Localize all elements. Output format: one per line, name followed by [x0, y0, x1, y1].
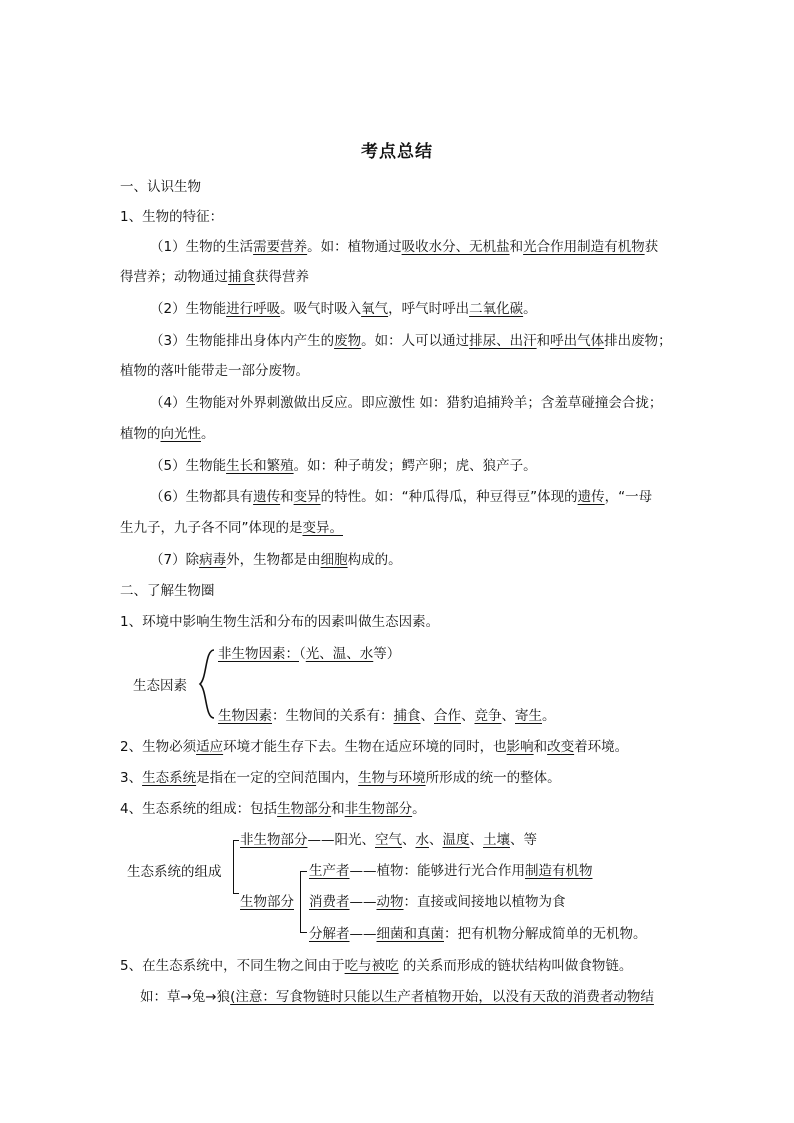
composition-label: 生态系统的组成	[127, 864, 222, 880]
paragraph-3-line-1: （3）生物能排出身体内产生的废物。如：人可以通过排尿、出汗和呼出气体排出废物；	[150, 333, 672, 349]
paragraph-1-line-2: 得营养；动物通过捕食获得营养	[120, 269, 309, 285]
decomposer-line: 分解者——细菌和真菌：把有机物分解成简单的无机物。	[309, 926, 647, 942]
bracket-biotic-vertical	[300, 871, 301, 933]
bracket-main-top	[233, 840, 239, 841]
bracket-main-vertical	[233, 840, 234, 894]
item-4: 4、生态系统的组成：包括生物部分和非生物部分。	[120, 801, 426, 817]
producer-line: 生产者——植物：能够进行光合作用制造有机物	[309, 863, 593, 879]
page-title: 考点总结	[361, 142, 433, 162]
biotic-part-label: 生物部分	[240, 894, 294, 910]
brace-icon	[196, 648, 218, 720]
consumer-line: 消费者——动物：直接或间接地以植物为食	[309, 894, 566, 910]
item-3: 3、生态系统是指在一定的空间范围内，生物与环境所形成的统一的整体。	[120, 770, 561, 786]
paragraph-2: （2）生物能进行呼吸。吸气时吸入氧气，呼气时呼出二氧化碳。	[150, 301, 537, 317]
paragraph-3-line-2: 植物的落叶能带走一部分废物。	[120, 363, 309, 379]
bracket-biotic-top	[300, 871, 307, 872]
food-chain-example: 如：草→兔→狼(注意：写食物链时只能以生产者植物开始，以没有天敌的消费者动物结	[140, 989, 654, 1005]
paragraph-1-line-1: （1）生物的生活需要营养。如：植物通过吸收水分、无机盐和光合作用制造有机物获	[150, 239, 659, 255]
paragraph-4-line-2: 植物的向光性。	[120, 426, 215, 442]
item-2: 2、生物必须适应环境才能生存下去。生物在适应环境的同时，也影响和改变着环境。	[120, 739, 629, 755]
biotic-factors-line: 生物因素：生物间的关系有：捕食、合作、竞争、寄生。	[218, 708, 556, 724]
item-1: 1、环境中影响生物生活和分布的因素叫做生态因素。	[120, 614, 440, 630]
bracket-main-bottom	[233, 893, 239, 894]
factors-label: 生态因素	[133, 678, 187, 694]
paragraph-7: （7）除病毒外，生物都是由细胞构成的。	[150, 552, 402, 568]
section-heading-2: 二、了解生物圈	[120, 583, 215, 599]
paragraph-6-line-2: 生九子，九子各不同”体现的是变异。	[120, 520, 343, 536]
paragraph-5: （5）生物能生长和繁殖。如：种子萌发；鳄产卵；虎、狼产子。	[150, 458, 537, 474]
abiotic-factors-line: 非生物因素：（光、温、水等）	[218, 646, 401, 662]
paragraph-4-line-1: （4）生物能对外界刺激做出反应。即应激性 如：猎豹追捕羚羊；含羞草碰撞会合拢；	[150, 395, 663, 411]
subheading-characteristics: 1、生物的特征：	[120, 209, 224, 225]
paragraph-6-line-1: （6）生物都具有遗传和变异的特性。如：“种瓜得瓜，种豆得豆”体现的遗传，“一母	[150, 489, 653, 505]
abiotic-part-line: 非生物部分——阳光、空气、水、温度、土壤、等	[240, 832, 537, 848]
section-heading-1: 一、认识生物	[120, 179, 201, 195]
item-5: 5、在生态系统中，不同生物之间由于吃与被吃 的关系而形成的链状结构叫做食物链。	[120, 958, 633, 974]
bracket-biotic-bottom	[300, 932, 307, 933]
